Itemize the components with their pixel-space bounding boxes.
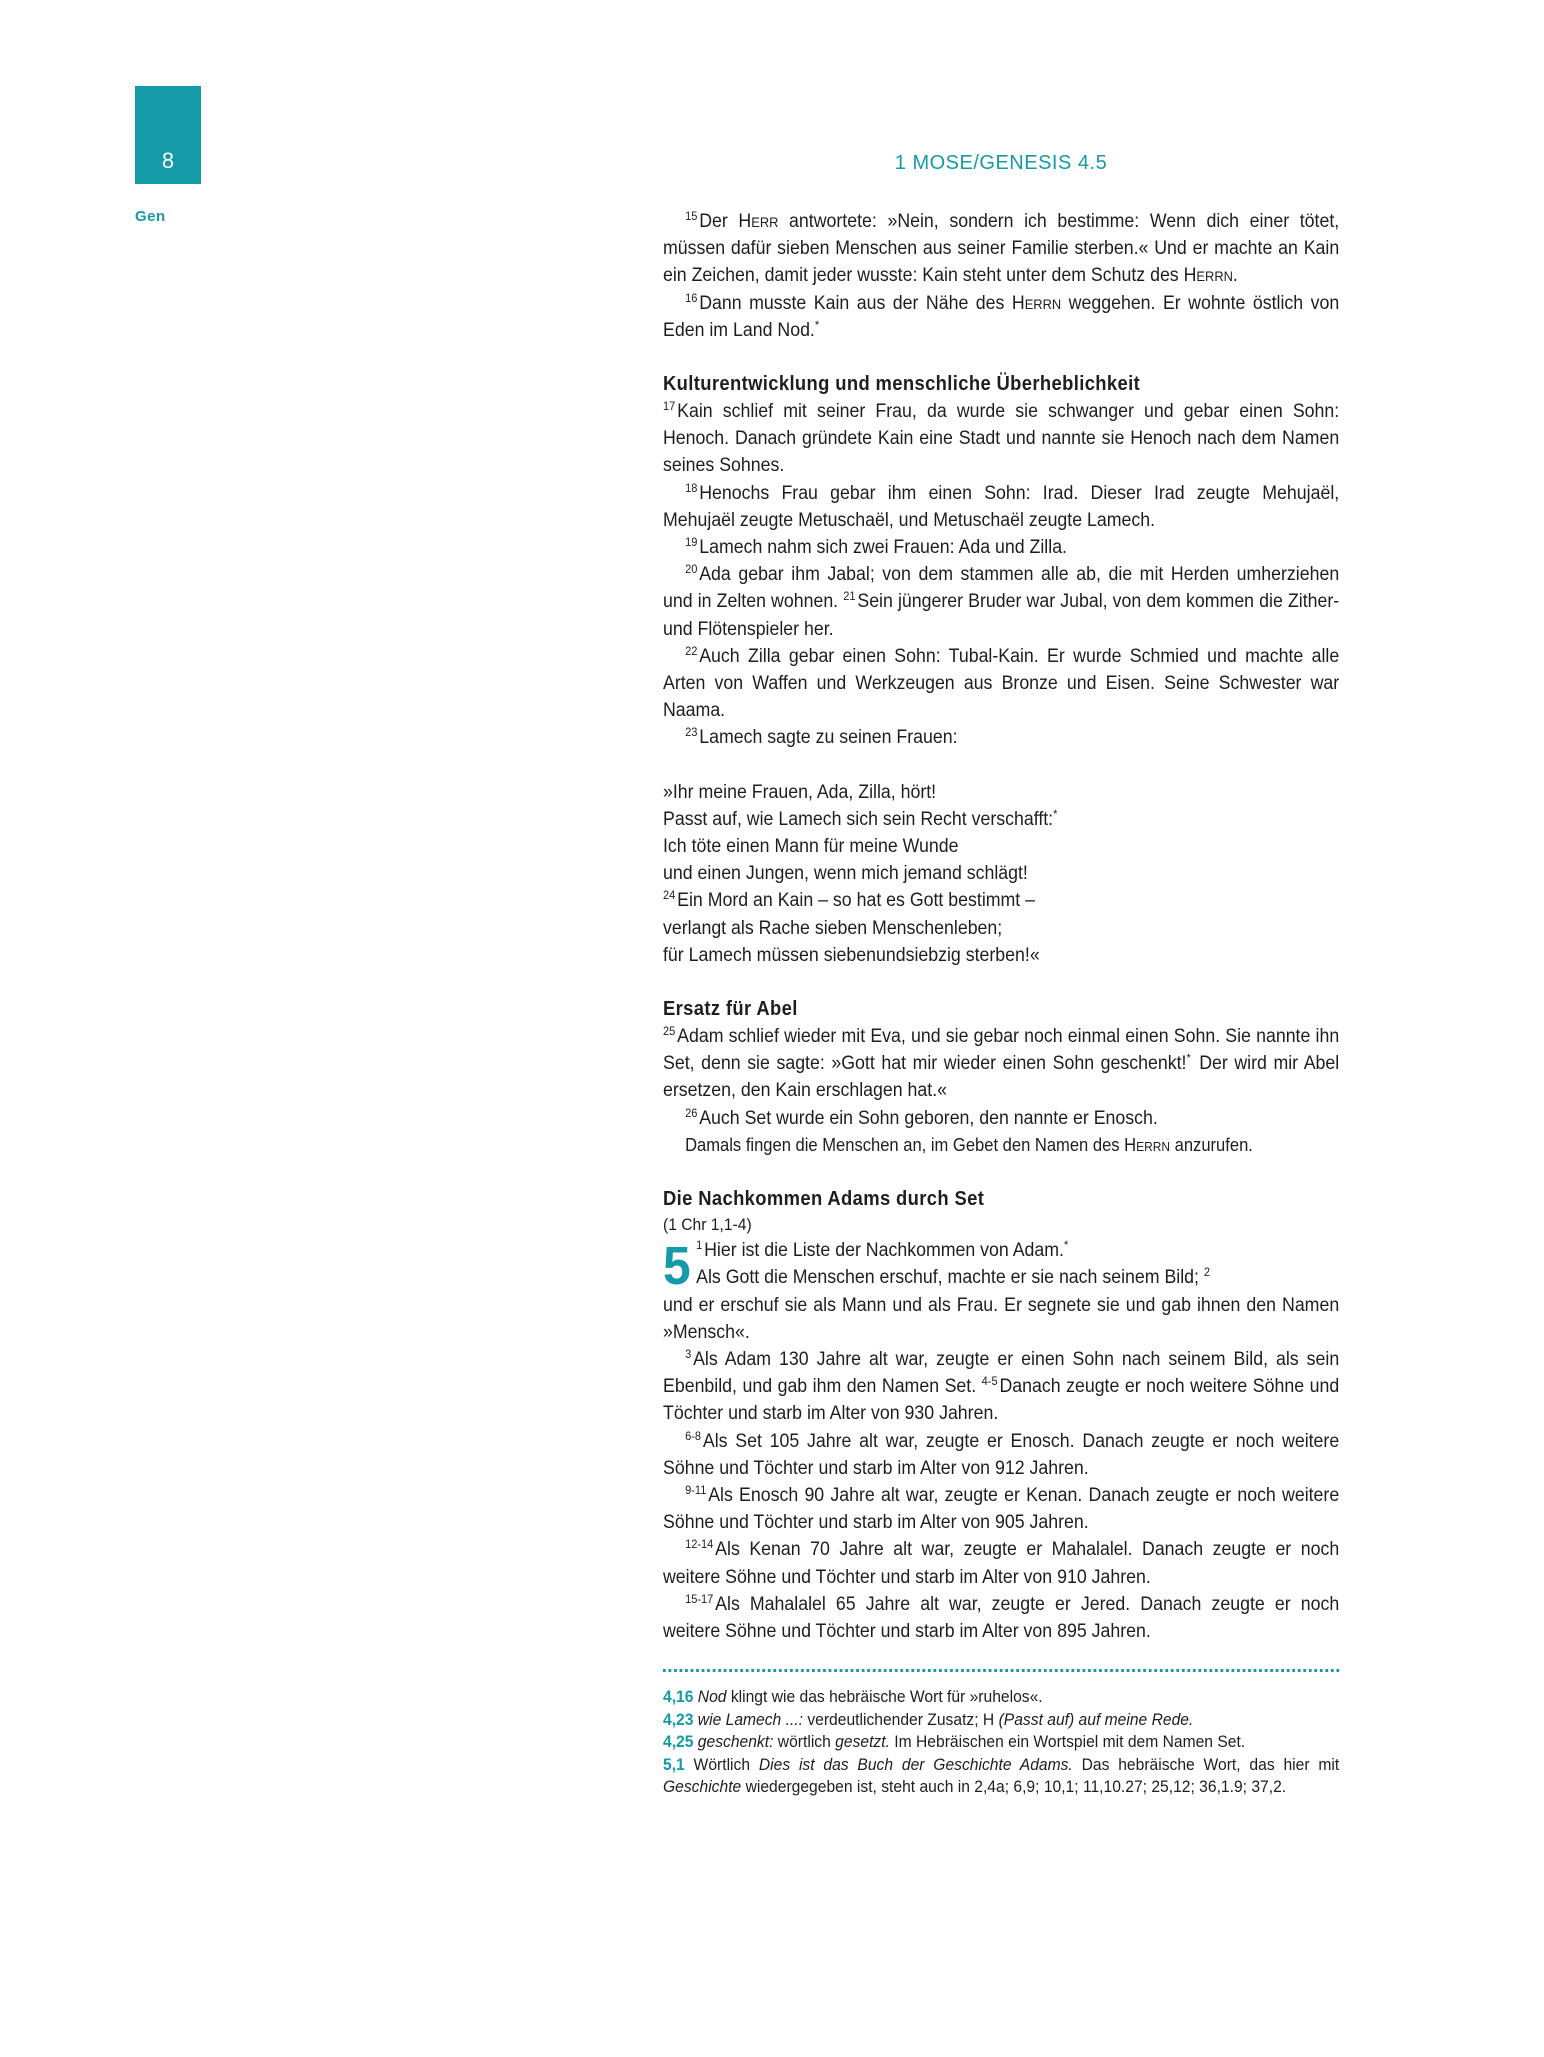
verse-26b: Damals fingen die Menschen an, im Gebet den Namen des Herrn anzurufen. <box>685 1134 1253 1155</box>
footnote: 5,1 Wörtlich Dies ist das Buch der Geschichte Adams. Das hebräische Wort, das hier mit Geschichte wiedergegeben ist, steht auch in 2,4a; 6,9; 10,1; 11,10.27; 25,12; 36,1.9; 37,2. <box>663 1754 1340 1797</box>
verse-5-1: $^1$Hier ist die Liste der Nachkommen von Adam.* <box>696 1238 1069 1262</box>
poem-line: für Lamech müssen siebenundsiebzig sterben!« <box>663 944 1040 966</box>
verse-5-12: $^{12-14}$Als Kenan 70 Jahre alt war, zeugte er Mahalalel. Danach zeugte er noch weitere Söhne und Töchter und starb im Alter von 910 Jahren. <box>663 1537 1340 1588</box>
verse-5-3: $^3$Als Adam 130 Jahre alt war, zeugte er einen Sohn nach seinem Bild, als sein Ebenbild, und gab ihm den Namen Set. $^{4-5}$Danach zeugte er noch weitere Söhne und Töchter und starb im Alter von 930 Jahren. <box>663 1346 1340 1425</box>
verse-5-2: und er erschuf sie als Mann und als Frau. Er segnete sie und gab ihnen den Namen »Mensch«. <box>663 1294 1340 1343</box>
verse-5-6: $^{6-8}$Als Set 105 Jahre alt war, zeugte er Enosch. Danach zeugte er noch weitere Söhne und Töchter und starb im Alter von 912 Jahren. <box>663 1428 1340 1479</box>
poem-line: verlangt als Rache sieben Menschenleben; <box>663 917 1003 939</box>
verse-20: $^{20}$Ada gebar ihm Jabal; von dem stammen alle ab, die mit Herden umherziehen und in Zelten wohnen. $^{21}$Sein jüngerer Bruder war Jubal, von dem kommen die Zither- und Flötenspieler her. <box>663 562 1340 640</box>
verse-25: $^{25}$Adam schlief wieder mit Eva, und sie gebar noch einmal einen Sohn. Sie nannte ihn Set, denn sie sagte: »Gott hat mir wieder einen Sohn geschenkt!* Der wird mir Abel ersetzen, den Kain erschlagen hat.« <box>663 1024 1340 1102</box>
section-heading-culture: Kulturentwicklung und menschliche Überheblichkeit <box>663 373 1141 396</box>
verse-23: $^{23}$Lamech sagte zu seinen Frauen: <box>685 725 958 749</box>
poem-line: und einen Jungen, wenn mich jemand schlägt! <box>663 863 1028 885</box>
running-head: 1 MOSE/GENESIS 4.5 <box>894 152 1108 174</box>
chapter-number: 5 <box>663 1236 691 1297</box>
verse-5-9: $^{9-11}$Als Enosch 90 Jahre alt war, zeugte er Kenan. Danach zeugte er noch weitere Söhne und Töchter und starb im Alter von 905 Jahren. <box>663 1482 1340 1534</box>
verse-22: $^{22}$Auch Zilla gebar einen Sohn: Tubal-Kain. Er wurde Schmied und machte alle Arten von Waffen und Werkzeugen aus Bronze und Eisen. Seine Schwester war Naama. <box>663 643 1340 722</box>
verse-5-1b: Als Gott die Menschen erschuf, machte er sie nach seinem Bild; $^2$ <box>696 1265 1211 1289</box>
footnote: 4,16 Nod klingt wie das hebräische Wort für »ruhelos«. <box>663 1687 1043 1707</box>
footnote-marker[interactable]: * <box>1053 806 1058 821</box>
chapter-5-start <box>663 1236 1339 1297</box>
footnote: 4,25 geschenkt: wörtlich gesetzt. Im Hebräischen ein Wortspiel mit dem Namen Set. <box>663 1732 1246 1752</box>
verse-18: $^{18}$Henochs Frau gebar ihm einen Sohn: Irad. Dieser Irad zeugte Mehujaël, Mehujaël zeugte Metuschaël, und Metuschaël zeugte Lamech. <box>663 480 1340 531</box>
section-heading-abel: Ersatz für Abel <box>663 998 798 1021</box>
poem-line: »Ihr meine Frauen, Ada, Zilla, hört! <box>663 781 937 803</box>
footnote-marker[interactable]: * <box>814 317 820 332</box>
footnote: 4,23 wie Lamech ...: verdeutlichender Zusatz; H (Passt auf) auf meine Rede. <box>663 1709 1194 1729</box>
footnote-marker[interactable]: * <box>1186 1051 1191 1066</box>
verse-5-15: $^{15-17}$Als Mahalalel 65 Jahre alt war, zeugte er Jered. Danach zeugte er noch weitere Söhne und Töchter und starb im Alter von 895 Jahren. <box>663 1591 1340 1642</box>
verse-26: $^{26}$Auch Set wurde ein Sohn geboren, den nannte er Enosch. <box>685 1105 1158 1129</box>
page-number: 8 <box>161 148 175 173</box>
section-heading-descendants: Die Nachkommen Adams durch Set <box>663 1188 985 1211</box>
cross-reference: (1 Chr 1,1-4) <box>663 1215 752 1235</box>
text-column <box>663 208 1340 1799</box>
verse-16: $^{16}$Dann musste Kain aus der Nähe des Herrn weggehen. Er wohnte östlich von Eden im Land Nod.* <box>663 290 1340 341</box>
poem-line: Ich töte einen Mann für meine Wunde <box>663 836 959 858</box>
poem-line: Passt auf, wie Lamech sich sein Recht verschafft:* <box>663 806 1058 830</box>
poem-line: $^{24}$Ein Mord an Kain – so hat es Gott bestimmt – <box>663 888 1036 912</box>
footnote-marker[interactable]: * <box>1063 1238 1069 1253</box>
lamech-poem <box>663 779 1339 969</box>
book-label: Gen <box>135 208 166 225</box>
verse-19: $^{19}$Lamech nahm sich zwei Frauen: Ada und Zilla. <box>685 535 1067 559</box>
verse-15: $^{15}$Der Herr antwortete: »Nein, sondern ich bestimme: Wenn dich einer tötet, müssen dafür sieben Menschen aus seiner Familie sterben.« Und er machte an Kain ein Zeichen, damit jeder wusste: Kain steht unter dem Schutz des Herrn. <box>663 209 1340 287</box>
page-number-tab <box>135 86 201 184</box>
verse-17: $^{17}$Kain schlief mit seiner Frau, da wurde sie schwanger und gebar einen Sohn: Henoch. Danach gründete Kain eine Stadt und nannte sie Henoch nach dem Namen seines Sohnes. <box>663 399 1340 477</box>
footnotes <box>663 1686 1339 1799</box>
footnote-divider <box>663 1669 1339 1672</box>
